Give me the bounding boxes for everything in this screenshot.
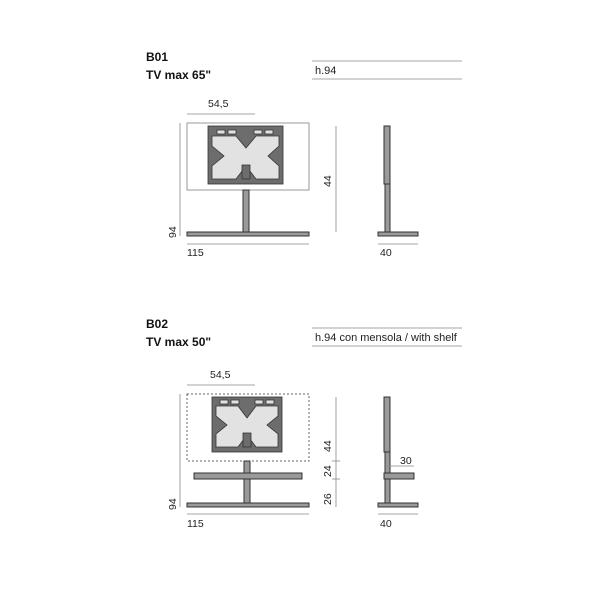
- side-view: [378, 397, 418, 507]
- column-clamp: [243, 433, 251, 447]
- tv-side: [384, 126, 390, 184]
- shelf-side: [384, 473, 414, 479]
- lower-height-label: 26: [322, 493, 334, 505]
- front-view: [187, 394, 309, 507]
- shelf-depth-label: 30: [400, 455, 412, 467]
- height-note: h.94: [315, 65, 337, 77]
- column-clamp: [242, 165, 250, 179]
- base-plate: [187, 232, 309, 236]
- depth-label: 40: [380, 247, 392, 259]
- product-b01: [146, 50, 462, 259]
- product-code: B01: [146, 50, 169, 64]
- column: [244, 461, 250, 503]
- product-code: B02: [146, 317, 169, 331]
- height-label: 94: [167, 226, 179, 238]
- mount-slot: [266, 400, 274, 404]
- base-width-label: 115: [187, 518, 204, 530]
- mount-slot: [254, 130, 262, 134]
- base-side: [378, 232, 418, 236]
- mount-slot: [265, 130, 273, 134]
- mount-slot: [255, 400, 263, 404]
- upper-height-label: 44: [322, 440, 334, 452]
- depth-label: 40: [380, 518, 392, 530]
- height-label: 94: [167, 498, 179, 510]
- product-b02: [146, 317, 462, 530]
- base-side: [378, 503, 418, 507]
- upper-height-label: 44: [322, 175, 334, 187]
- tv-side: [384, 397, 390, 452]
- base-width-label: 115: [187, 247, 204, 259]
- side-view: [378, 126, 418, 236]
- shelf: [194, 473, 302, 479]
- mount-slot: [231, 400, 239, 404]
- width-label: 54,5: [210, 369, 231, 381]
- middle-height-label: 24: [322, 465, 334, 477]
- width-label: 54,5: [208, 98, 229, 110]
- mount-slot: [220, 400, 228, 404]
- mount-slot: [217, 130, 225, 134]
- tv-size: TV max 50": [146, 335, 212, 349]
- height-note: h.94 con mensola / with shelf: [315, 332, 457, 344]
- front-view: [187, 123, 309, 236]
- column: [243, 190, 249, 232]
- tv-size: TV max 65": [146, 68, 212, 82]
- column-side: [385, 184, 390, 232]
- mount-slot: [228, 130, 236, 134]
- base-plate: [187, 503, 309, 507]
